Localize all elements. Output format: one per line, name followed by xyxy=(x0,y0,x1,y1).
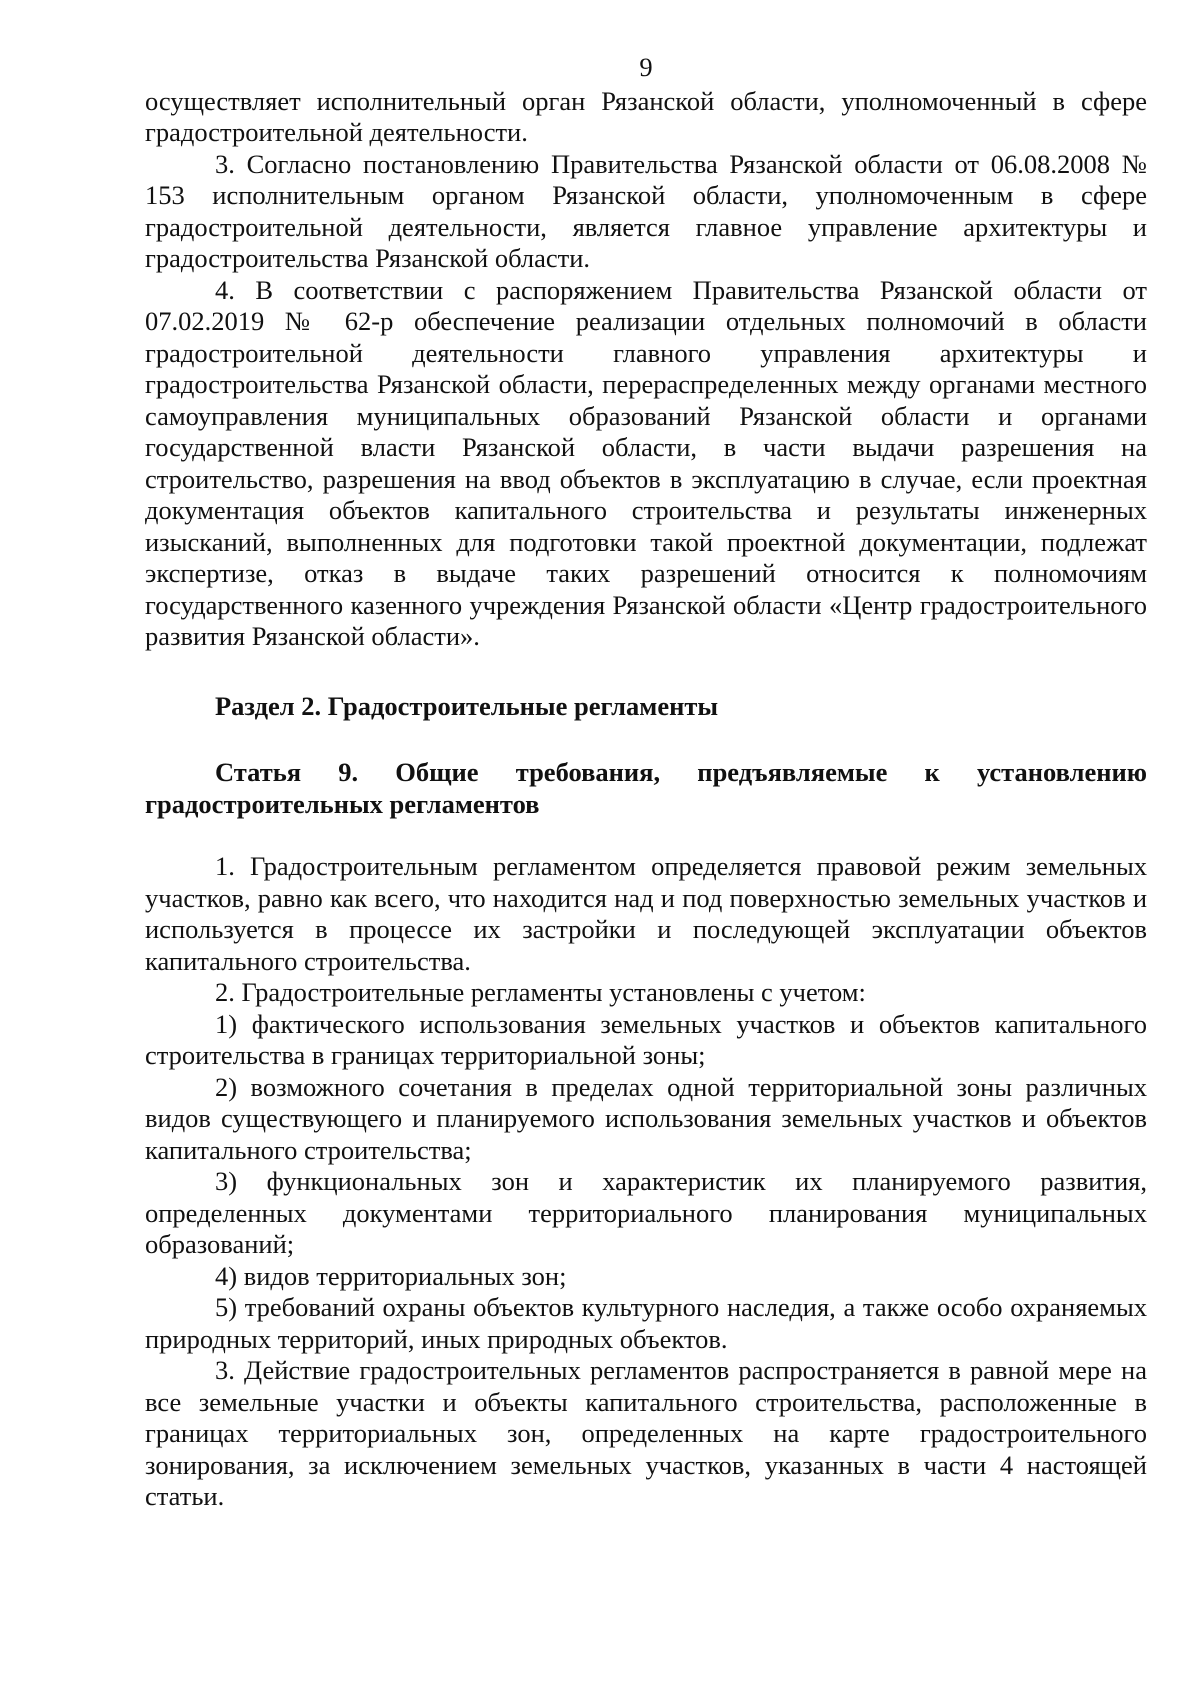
article-subitem-1: 1) фактического использования земельных участков и объектов капитального строительства в границах территориальной зоны; xyxy=(145,1008,1147,1070)
article-subitem-4: 4) видов территориальных зон; xyxy=(215,1260,567,1291)
article-subitem-2: 2) возможного сочетания в пределах одной территориальной зоны различных видов существующего и планируемого использования земельных участков и объектов капитального строительства; xyxy=(145,1071,1147,1165)
article-paragraph-3: 3. Действие градостроительных регламентов распространяется в равной мере на все земельные участки и объекты капитального строительства, расположенные в границах территориальных зон, определенных на карте градостроительного зонирования, за исключением земельных участков, указанных в части 4 настоящей статьи. xyxy=(145,1355,1147,1511)
article-paragraph-2: 2. Градостроительные регламенты установлены с учетом: xyxy=(215,977,866,1007)
article-heading: Статья 9. Общие требования, предъявляемые к установлению градостроительных регламентов xyxy=(145,757,1147,819)
paragraph-item-4: 4. В соответствии с распоряжением Правительства Рязанской области от 07.02.2019 № 62-р обеспечение реализации отдельных полномочий в области градостроительной деятельности главного управления архитектуры и градостроительства Рязанской области, перераспределенных между органами местного самоуправления муниципальных образований Рязанской области и органами государственной власти Рязанской области, в части выдачи разрешения на строительство, разрешения на ввод объектов в эксплуатацию в случае, если проектная документация объектов капитального строительства и результаты инженерных изысканий, выполненных для подготовки такой проектной документации, подлежат экспертизе, отказ в выдаче таких разрешений относится к полномочиям государственного казенного учреждения Рязанской области «Центр градостроительного развития Рязанской области». xyxy=(145,274,1147,651)
paragraph-item-3: 3. Согласно постановлению Правительства Рязанской области от 06.08.2008 № 153 исполнительным органом Рязанской области, уполномоченным в сфере градостроительной деятельности, является главное управление архитектуры и градостроительства Рязанской области. xyxy=(145,148,1147,273)
article-subitem-3: 3) функциональных зон и характеристик их планируемого развития, определенных документами территориального планирования муниципальных образований; xyxy=(145,1166,1147,1259)
paragraph-continuation: осуществляет исполнительный орган Рязанской области, уполномоченный в сфере градостроительной деятельности. xyxy=(145,85,1147,147)
page-number: 9 xyxy=(639,52,653,82)
document-page xyxy=(145,52,1147,1513)
article-subitem-5: 5) требований охраны объектов культурного наследия, а также особо охраняемых природных территорий, иных природных объектов. xyxy=(145,1292,1147,1354)
section-heading: Раздел 2. Градостроительные регламенты xyxy=(215,690,719,721)
article-paragraph-1: 1. Градостроительным регламентом определяется правовой режим земельных участков, равно как всего, что находится над и под поверхностью земельных участков и используется в процессе их застройки и последующей эксплуатации объектов капитального строительства. xyxy=(145,851,1147,976)
